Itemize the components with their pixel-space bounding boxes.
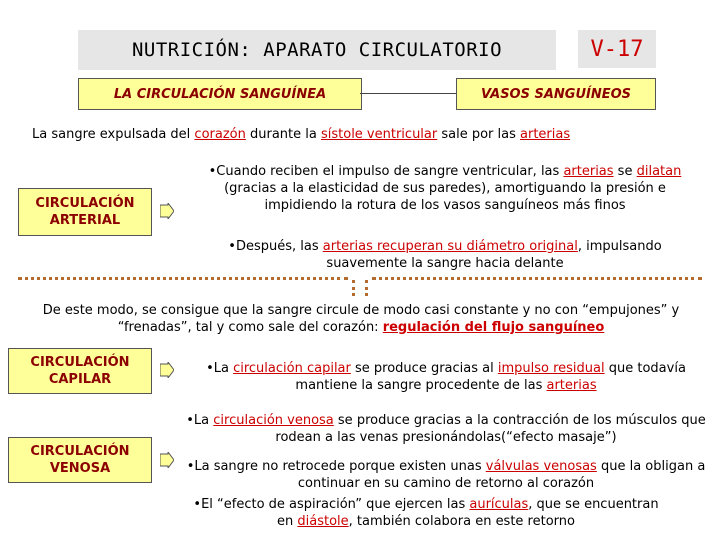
arrow-right-icon bbox=[160, 203, 174, 219]
brace-left bbox=[18, 277, 348, 280]
term-corazon: corazón bbox=[194, 127, 246, 142]
capilar-paragraph: •La circulación capilar se produce gracias al impulso residual que todavía mantiene la sangre procedente de las arterias bbox=[206, 361, 686, 393]
brace-tip bbox=[352, 280, 368, 296]
subheader-vasos: VASOS SANGUÍNEOS bbox=[456, 78, 656, 110]
term-sistole: sístole ventricular bbox=[320, 127, 438, 142]
term-arterias: arterias bbox=[520, 127, 571, 142]
label-circulacion-arterial: CIRCULACIÓN ARTERIAL bbox=[18, 188, 152, 236]
arrow-right-icon bbox=[160, 362, 174, 378]
connector-line bbox=[360, 93, 456, 94]
page-title: NUTRICIÓN: APARATO CIRCULATORIO bbox=[78, 30, 556, 70]
arterial-paragraph-1: •Cuando reciben el impulso de sangre ventricular, las arterias se dilatan (gracias a la elasticidad de sus paredes), amortiguando la presión e impidiendo la rotura de los vasos sanguíneos más finos bbox=[208, 164, 682, 213]
term-regulacion: regulación del flujo sanguíneo bbox=[382, 320, 605, 335]
label-circulacion-capilar: CIRCULACIÓN CAPILAR bbox=[8, 348, 152, 394]
slide-code: V-17 bbox=[578, 30, 656, 68]
arrow-right-icon bbox=[160, 452, 174, 468]
subheader-circulacion: LA CIRCULACIÓN SANGUÍNEA bbox=[78, 78, 362, 110]
label-circulacion-venosa: CIRCULACIÓN VENOSA bbox=[8, 437, 152, 483]
venosa-paragraph-3: •El “efecto de aspiración” que ejercen las aurículas, que se encuentran en diástole, también colabora en este retorno bbox=[193, 497, 659, 529]
intro-text: La sangre expulsada del corazón durante la sístole ventricular sale por las arterias bbox=[32, 127, 571, 142]
venosa-paragraph-2: •La sangre no retrocede porque existen unas válvulas venosas que la obligan a continuar en su camino de retorno al corazón bbox=[186, 459, 706, 491]
venosa-paragraph-1: •La circulación venosa se produce gracias a la contracción de los músculos que rodean a las venas presionándolas(“efecto masaje”) bbox=[186, 413, 706, 445]
summary-text: De este modo, se consigue que la sangre circule de modo casi constante y no con “empujones” y “frenadas”, tal y como sale del corazón: regulación del flujo sanguíneo bbox=[42, 303, 680, 335]
arterial-paragraph-2: •Después, las arterias recuperan su diámetro original, impulsando suavemente la sangre hacia delante bbox=[228, 239, 662, 271]
brace-right bbox=[372, 277, 702, 280]
